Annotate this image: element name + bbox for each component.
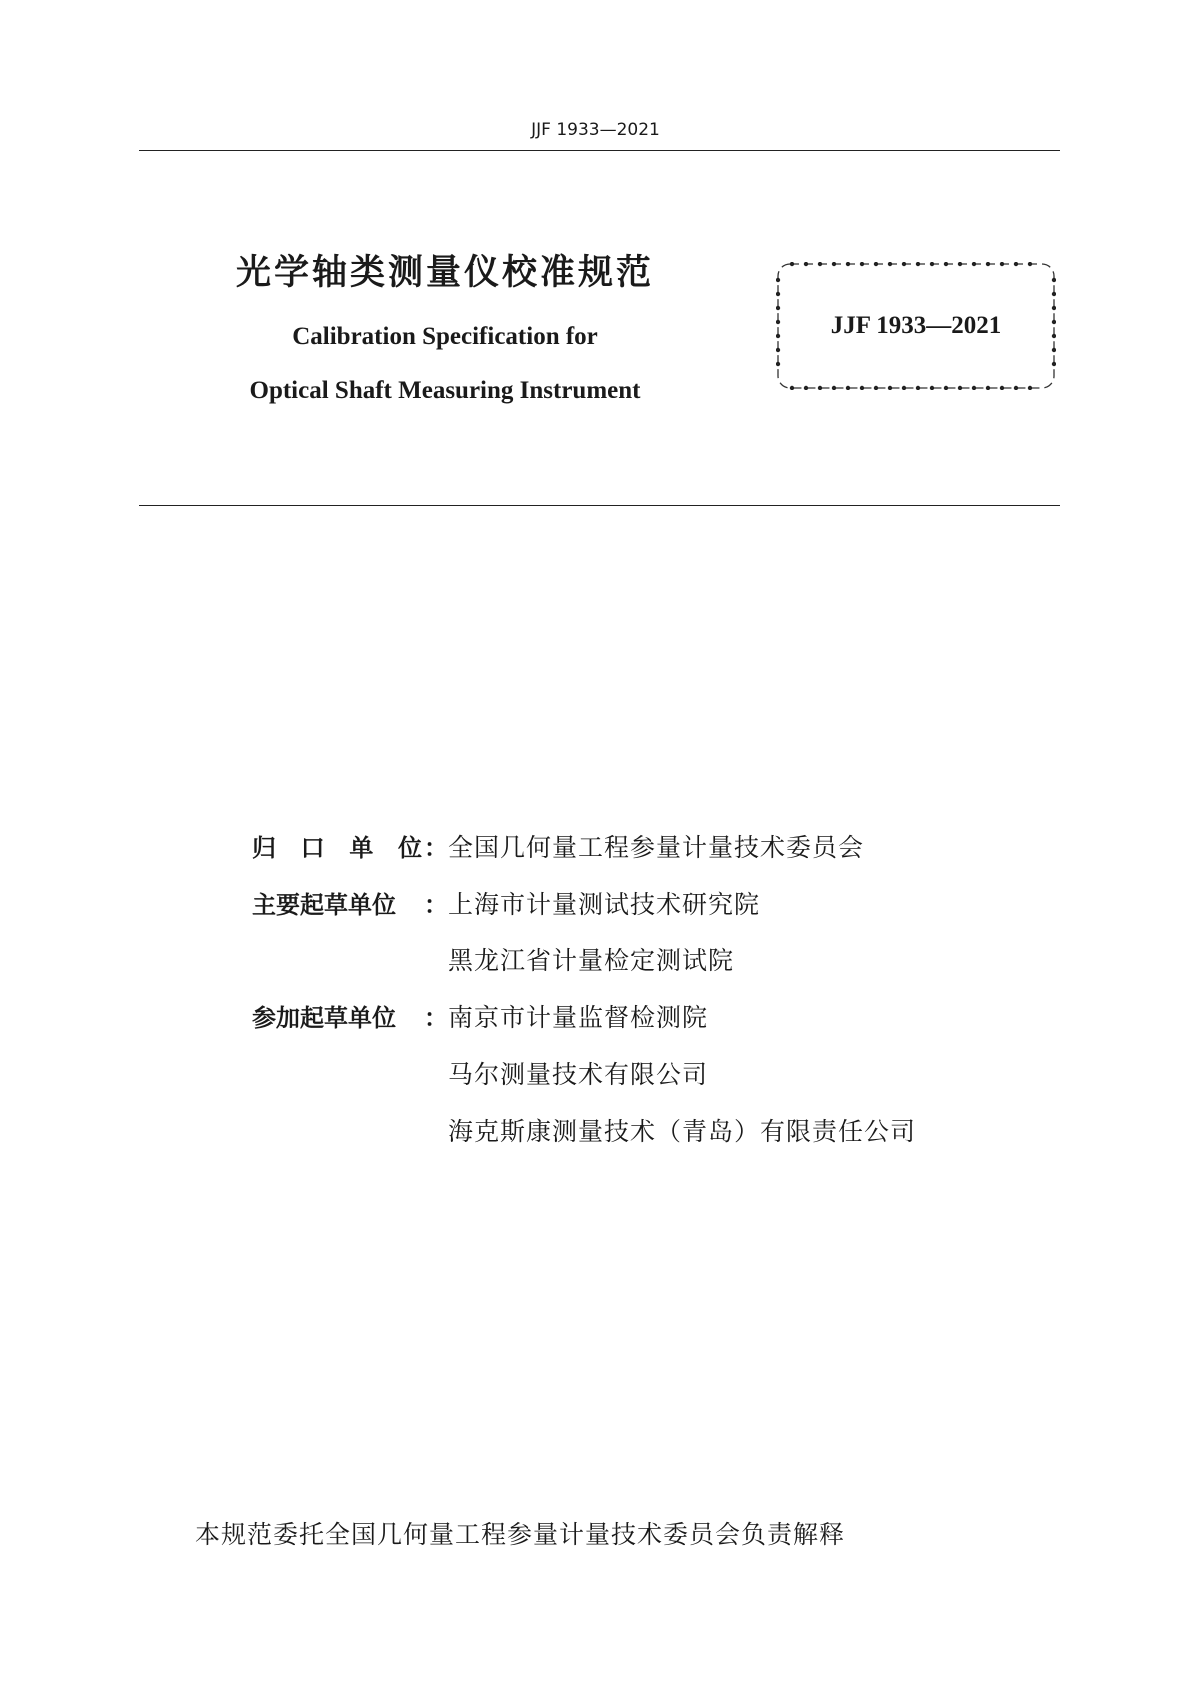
org-label-main-drafting: 主要起草单位 xyxy=(252,891,396,919)
org-value: 上海市计量测试技术研究院 xyxy=(448,890,761,919)
org-value: 南京市计量监督检测院 xyxy=(448,1003,709,1032)
title-chinese: 光学轴类测量仪校准规范 xyxy=(235,253,654,293)
label-char: 位 xyxy=(397,834,422,862)
org-value: 黑龙江省计量检定测试院 xyxy=(448,946,735,975)
label-char: 口 xyxy=(300,834,325,862)
label-char: 归 xyxy=(252,834,276,862)
label-colon: ： xyxy=(424,834,448,862)
label-char: 单 xyxy=(349,834,374,862)
label-colon: ： xyxy=(424,891,448,919)
org-label-responsible xyxy=(252,828,422,863)
document-code: JJF 1933—2021 xyxy=(830,312,1002,339)
org-value: 海克斯康测量技术（青岛）有限责任公司 xyxy=(448,1117,917,1146)
org-value: 全国几何量工程参量计量技术委员会 xyxy=(448,833,865,862)
running-header-code: JJF 1933—2021 xyxy=(531,120,660,140)
section-rule xyxy=(139,505,1060,506)
document-code-box xyxy=(776,262,1056,390)
interpretation-note: 本规范委托全国几何量工程参量计量技术委员会负责解释 xyxy=(195,1520,846,1549)
org-label-participating: 参加起草单位 xyxy=(252,1004,396,1032)
org-value: 马尔测量技术有限公司 xyxy=(448,1060,709,1089)
label-colon: ： xyxy=(424,1004,448,1032)
header-rule xyxy=(139,150,1060,151)
title-english-line-1: Calibration Specification for xyxy=(292,323,598,350)
title-english-line-2: Optical Shaft Measuring Instrument xyxy=(249,377,641,404)
